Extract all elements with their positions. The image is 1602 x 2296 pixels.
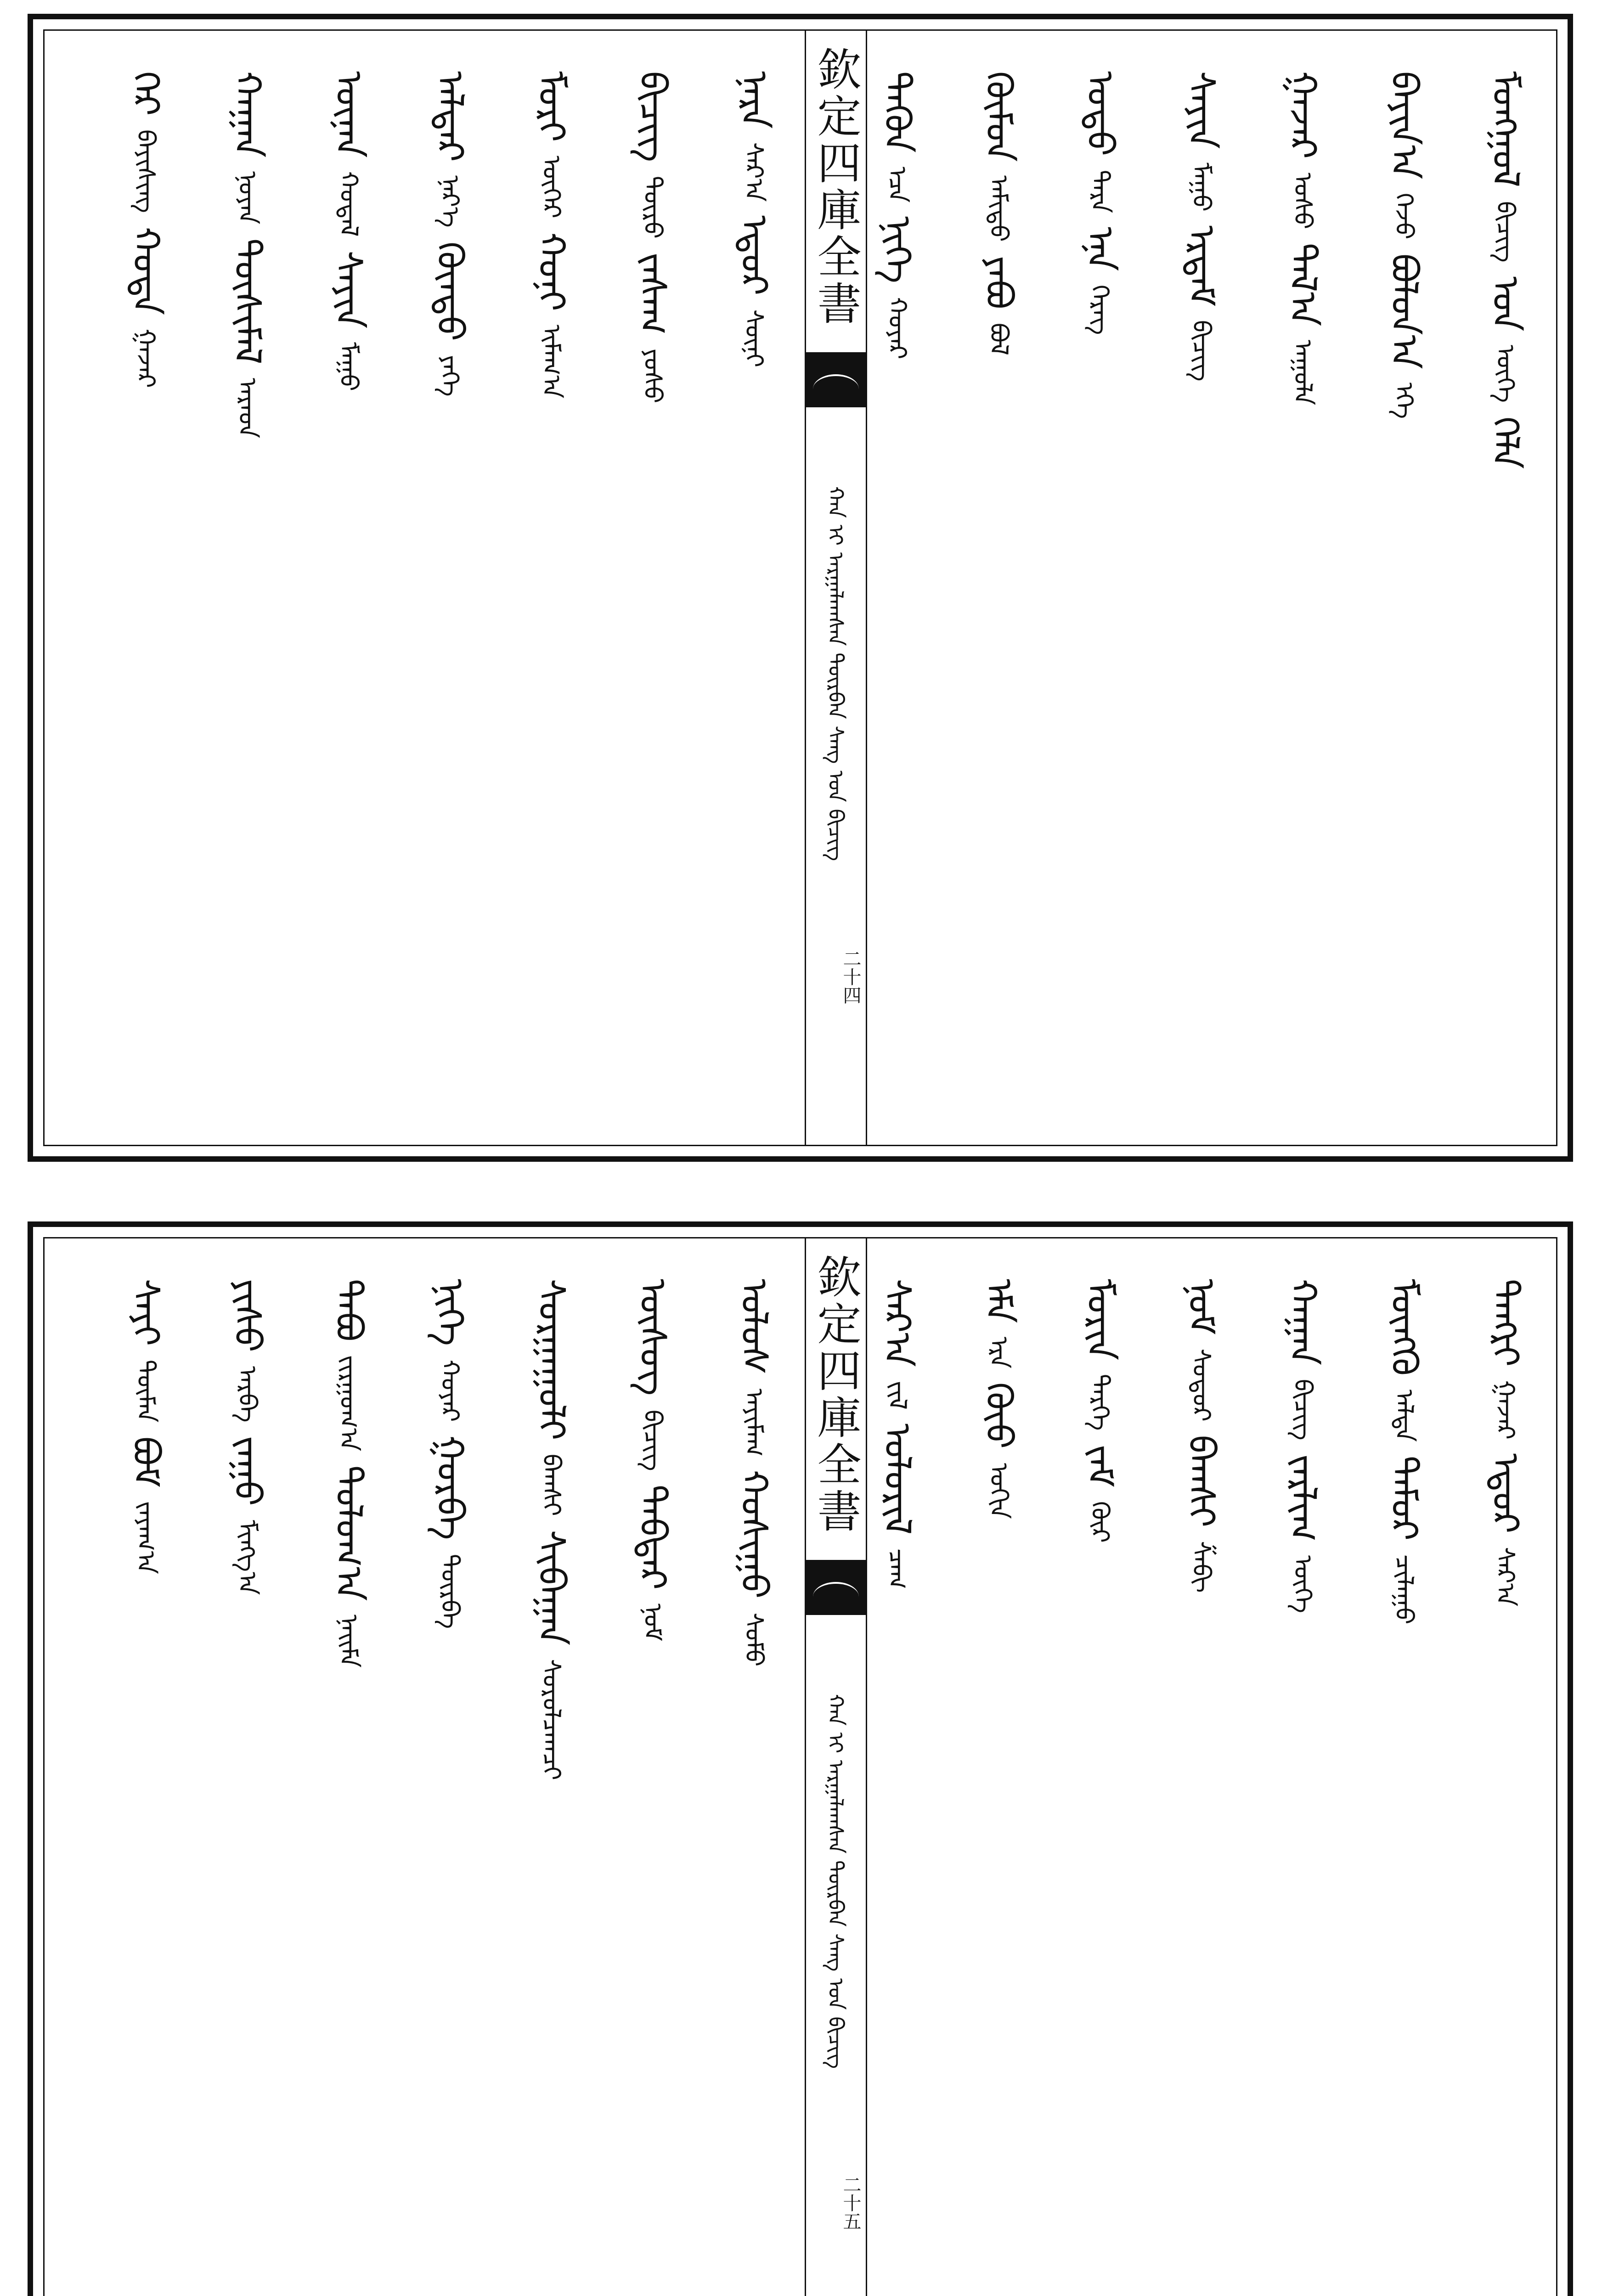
mongolian-word: ᠬᠣᠲᠠ <box>124 227 168 315</box>
page-sheet-bottom <box>28 1221 1573 2296</box>
mongolian-word: ᠨᠣᠮ <box>1180 1279 1223 1335</box>
mongolian-word: ᠡᠨᠡ <box>1078 227 1122 271</box>
mongolian-word: ᠶᠣᠰᠤ <box>638 348 667 403</box>
left-half <box>45 1238 805 2296</box>
right-half <box>796 1238 1556 2296</box>
page-number: 二十五 <box>840 2175 861 2230</box>
mongolian-word: ᠴᠠᠭ <box>883 1548 912 1589</box>
text-column <box>1455 1238 1556 2296</box>
mongolian-word: ᠨᠠᠢᠮᠠ <box>334 1615 363 1668</box>
center-subtitle: ᠬᠠᠨ ᠢ ᠠᠷᠭᠠᠯᠠᠭᠰᠠᠨ ᠳᠦᠷᠪᠡᠨ ᠰᠠᠩ ᠤᠨ ᠪᠢᠴᠢᠭ <box>824 1694 848 2069</box>
text-column <box>501 1238 602 2296</box>
mongolian-word: ᠠᠷᠠᠳ <box>233 377 262 439</box>
text-column <box>399 31 501 1145</box>
mongolian-word: ᠪᠢᠴᠢᠭ <box>638 1409 667 1471</box>
mongolian-word: ᠠᠭᠤᠯᠠ <box>1288 340 1318 405</box>
mongolian-word: ᠮᠠᠭᠤ <box>1187 163 1216 212</box>
mongolian-word: ᠪᠤᠮ <box>124 1436 168 1488</box>
mongolian-word: ᠴᠢᠯᠠᠭᠤ <box>1389 1554 1419 1625</box>
mongolian-word: ᠪᠠᠭᠰᠢ <box>1180 1435 1223 1528</box>
mongolian-word: ᠪᠠᠶᠢᠨ᠎ᠠ <box>1382 71 1426 180</box>
text-column <box>197 1238 298 2296</box>
text-column <box>298 31 400 1145</box>
mongolian-word: ᠨᠢᠭᠡ <box>876 216 919 283</box>
text-column <box>298 1238 400 2296</box>
mongolian-word: ᠲᠡᠩᠷᠢ <box>1484 1279 1527 1367</box>
mongolian-word: ᠬᠦᠦ <box>977 1382 1021 1449</box>
mongolian-word: ᠳᠣᠯᠣᠭ᠎ᠠ <box>327 1465 370 1601</box>
mongolian-word: ᠵᠠᠭᠤ <box>226 1436 269 1506</box>
mongolian-word: ᠬᠡᠯᠡ <box>1484 416 1527 469</box>
text-column <box>602 1238 704 2296</box>
mongolian-word: ᠰᠠᠶᠢᠨ <box>1180 71 1223 149</box>
mongolian-word: ᠦᠬᠡᠷ <box>537 156 566 219</box>
mongolian-word: ᠭᠠᠵᠠᠷ <box>131 329 161 388</box>
mongolian-word: ᠮᠣᠷᠢᠨ <box>1078 1279 1122 1361</box>
mongolian-word: ᠤᠨ <box>1484 276 1527 332</box>
text-column <box>501 31 602 1145</box>
mongolian-word: ᠰᠤᠷᠭᠠᠭᠤᠯᠢ <box>530 1279 573 1441</box>
mongolian-word: ᠨᠠᠷᠠ <box>733 71 776 129</box>
mongolian-word: ᠵᠠᠶᠠᠭ᠎ᠠ <box>131 1501 161 1574</box>
mongolian-word: ᠲᠡᠷᠡ <box>1085 169 1115 214</box>
mongolian-word: ᠬᠠᠭᠠᠨ <box>1281 1279 1325 1366</box>
mongolian-word: ᠨᠡᠷ᠎ᠡ <box>435 175 465 228</box>
mongolian-word: ᠰᠠᠶᠢ <box>124 1279 168 1346</box>
mongolian-word: ᠬᠣᠶᠠᠷ <box>435 1360 465 1422</box>
text-column <box>1252 1238 1354 2296</box>
text-column <box>197 31 298 1145</box>
mongolian-word: ᠪᠠᠭᠰᠢ <box>537 1454 566 1517</box>
mongolian-word: ᠬᠣᠶᠠᠷ <box>883 297 912 360</box>
mongolian-word: ᠶᠡᠬᠡ <box>435 355 465 397</box>
mongolian-word: ᠰᠠᠷ᠎ᠠ <box>1491 1547 1520 1607</box>
mongolian-word: ᠵᠢᠯ <box>883 1380 912 1410</box>
mongolian-word: ᠮᠢᠩᠭ᠎ᠠ <box>233 1519 262 1595</box>
mongolian-word: ᠪᠢᠴᠢᠭ <box>1288 1379 1318 1441</box>
page-sheet-top <box>28 14 1573 1162</box>
mongolian-word: ᠰᠤᠳᠤᠷ <box>1187 1348 1216 1422</box>
mongolian-word: ᠠᠯᠳᠠᠷ <box>429 71 472 162</box>
text-column <box>846 1238 948 2296</box>
text-column <box>1049 31 1151 1145</box>
mongolian-word: ᠦᠰᠦᠭ <box>631 1279 674 1396</box>
mongolian-word: ᠡᠴᠡ <box>883 166 912 203</box>
mongolian-word: ᠠᠶᠢᠮᠠᠭ <box>739 1388 769 1457</box>
text-column <box>1455 31 1556 1145</box>
mongolian-word: ᠲᠡᠮᠦᠷ <box>1382 1455 1426 1541</box>
left-half <box>45 31 805 1145</box>
text-column <box>1252 31 1354 1145</box>
mongolian-word: ᠲᠦᠰᠢᠮᠡᠯ <box>226 238 269 364</box>
mongolian-word: ᠵᠠᠷᠯᠢᠭ <box>1281 1454 1325 1542</box>
mongolian-word: ᠰᠢᠪᠠᠭᠠᠨ <box>530 1530 573 1646</box>
text-column <box>95 1238 197 2296</box>
mongolian-word: ᠪᠣᠯᠤᠨ᠎ᠠ <box>1382 253 1426 369</box>
right-half <box>796 31 1556 1145</box>
text-column <box>703 1238 805 2296</box>
mongolian-word: ᠤᠯᠤᠷᠢᠯ <box>876 1423 919 1535</box>
mongolian-word: ᠡᠮᠡ <box>977 1279 1021 1323</box>
mongolian-word: ᠡᠬᠡ <box>1389 383 1419 419</box>
mongolian-word: ᠵᠠᠰᠠᠭ <box>631 252 674 335</box>
mongolian-word: ᠪᠣᠯ <box>984 323 1014 356</box>
mongolian-word: ᠬᠦᠨᠳᠦ <box>429 241 472 341</box>
mongolian-word: ᠳᠡᠪᠲᠡᠷ <box>631 1485 674 1590</box>
text-column <box>948 31 1049 1145</box>
text-column <box>846 31 948 1145</box>
page-number: 二十四 <box>840 949 861 1004</box>
mongolian-word: ᠡᠷᠡ <box>984 1337 1014 1369</box>
text-column <box>1049 1238 1151 2296</box>
mongolian-word: ᠬᠣᠨᠢ <box>530 232 573 311</box>
mongolian-word: ᠤᠰᠤ <box>1288 172 1318 230</box>
mongolian-word: ᠲᠡᠭᠦᠨ <box>876 71 919 153</box>
mongolian-word: ᠪᠠᠶᠢᠰᠢᠩ <box>131 129 161 214</box>
mongolian-word: ᠮᠠᠭᠤ <box>334 342 363 391</box>
mongolian-word: ᠡᠳᠦᠷ <box>733 215 776 296</box>
text-column <box>1151 31 1252 1145</box>
mongolian-word: ᠠᠷᠪᠠ <box>233 1366 262 1423</box>
text-column <box>95 31 197 1145</box>
mongolian-word: ᠬᠡᠷᠡᠭ <box>1085 285 1115 335</box>
mongolian-word: ᠢᠮᠠᠭ᠎ᠠ <box>537 325 566 399</box>
mongolian-word: ᠶᠠᠪᠤ <box>977 255 1021 310</box>
mongolian-word: ᠰᠦᠨᠢ <box>739 309 769 367</box>
mongolian-word: ᠳᠦᠷᠪᠡ <box>435 1554 465 1629</box>
mongolian-word: ᠬᠣᠰᠢᠭᠤ <box>733 1470 776 1599</box>
center-subtitle: ᠬᠠᠨ ᠢ ᠠᠷᠭᠠᠯᠠᠭᠰᠠᠨ ᠳᠦᠷᠪᠡᠨ ᠰᠠᠩ ᠤᠨ ᠪᠢᠴᠢᠭ <box>824 486 848 861</box>
mongolian-word: ᠨᠣᠮ <box>638 1604 667 1642</box>
text-column <box>1354 31 1455 1145</box>
mongolian-word: ᠬᠦᠮᠦᠨ <box>977 71 1021 162</box>
mongolian-word: ᠪᠢᠴᠢᠭ <box>631 71 674 163</box>
mongolian-word: ᠣᠬᠢᠨ <box>984 1463 1014 1519</box>
mongolian-word: ᠡᠳᠦᠷ <box>1484 1453 1527 1534</box>
mongolian-word: ᠣᠳᠣ <box>1078 71 1122 156</box>
mongolian-word: ᠰᠠᠶᠢᠨ <box>327 251 370 329</box>
mongolian-word: ᠡᠷᠳᠡᠮ <box>1180 225 1223 307</box>
text-column <box>1151 1238 1252 2296</box>
text-column <box>602 31 704 1145</box>
mongolian-word: ᠰᠠᠷ᠎ᠠ <box>739 142 769 202</box>
mongolian-word: ᠶᠢᠰᠦ <box>226 1279 269 1352</box>
mongolian-word: ᠰᠠᠷ᠎ᠠ <box>876 1279 919 1367</box>
page-frame <box>43 1237 1557 2296</box>
mongolian-word: ᠰᠤᠮᠤ <box>739 1612 769 1667</box>
mongolian-word: ᠦᠭᠡ <box>1491 345 1520 403</box>
text-column <box>703 31 805 1145</box>
mongolian-word: ᠭᠡᠷ <box>124 71 168 116</box>
mongolian-word: ᠭᠡᠵᠦ <box>1389 193 1419 240</box>
mongolian-word: ᠮᠣᠩᠭᠣᠯ <box>1484 71 1527 188</box>
mongolian-word: ᠮᠣᠷᠢ <box>530 71 573 142</box>
mongolian-word: ᠪᠢᠴᠢᠭ <box>1187 320 1216 382</box>
mongolian-word: ᠬᠣᠳᠠᠯ <box>334 171 363 237</box>
mongolian-word: ᠠᠮᠢᠳᠤ <box>984 175 1014 242</box>
mongolian-word: ᠭᠠᠵᠠᠷ <box>1281 71 1325 159</box>
mongolian-word: ᠭᠤᠷᠪᠠ <box>429 1435 472 1541</box>
mongolian-word: ᠲᠠᠪᠤ <box>327 1279 370 1342</box>
mongolian-word: ᠲᠦᠮᠡᠨ <box>131 1360 161 1423</box>
mongolian-word: ᠰᠤᠷᠤᠯᠴᠠᠭᠴᠢ <box>537 1659 566 1780</box>
text-column <box>948 1238 1049 2296</box>
mongolian-word: ᠲᠠᠯ᠎ᠠ <box>1281 243 1325 326</box>
center-title: 欽定四庫全書 <box>810 1254 862 1535</box>
mongolian-word: ᠤᠯᠤᠰ <box>733 1279 776 1375</box>
mongolian-word: ᠲᠡᠷᠭᠡ <box>1085 1374 1115 1431</box>
mongolian-word: ᠨᠣᠶᠠᠨ <box>233 171 262 225</box>
mongolian-word: ᠲᠦᠷᠦ <box>638 176 667 239</box>
center-title: 欽定四庫全書 <box>810 46 862 327</box>
mongolian-word: ᠦᠭᠡ <box>1288 1555 1318 1613</box>
mongolian-word: ᠵᠠᠮ <box>1078 1444 1122 1487</box>
mongolian-word: ᠭᠦᠷ <box>1085 1501 1115 1543</box>
mongolian-word: ᠨᠢᠭᠡ <box>429 1279 472 1346</box>
mongolian-word: ᠱᠠᠪᠢ <box>1187 1541 1216 1593</box>
text-column <box>1354 1238 1455 2296</box>
mongolian-word: ᠭᠠᠵᠠᠷ <box>1491 1380 1520 1440</box>
mongolian-word: ᠵᠢᠷᠭᠤᠭ᠎ᠠ <box>334 1355 363 1452</box>
mongolian-word: ᠠᠯᠲᠠ <box>1389 1389 1419 1442</box>
mongolian-word: ᠪᠢᠴᠢᠭ <box>1491 201 1520 263</box>
text-column <box>399 1238 501 2296</box>
mongolian-word: ᠦᠨᠡᠨ <box>327 71 370 158</box>
mongolian-word: ᠬᠠᠭᠠᠨ <box>226 71 269 158</box>
mongolian-word: ᠮᠥᠩᠭᠦ <box>1382 1279 1426 1376</box>
page-frame <box>43 29 1557 1146</box>
